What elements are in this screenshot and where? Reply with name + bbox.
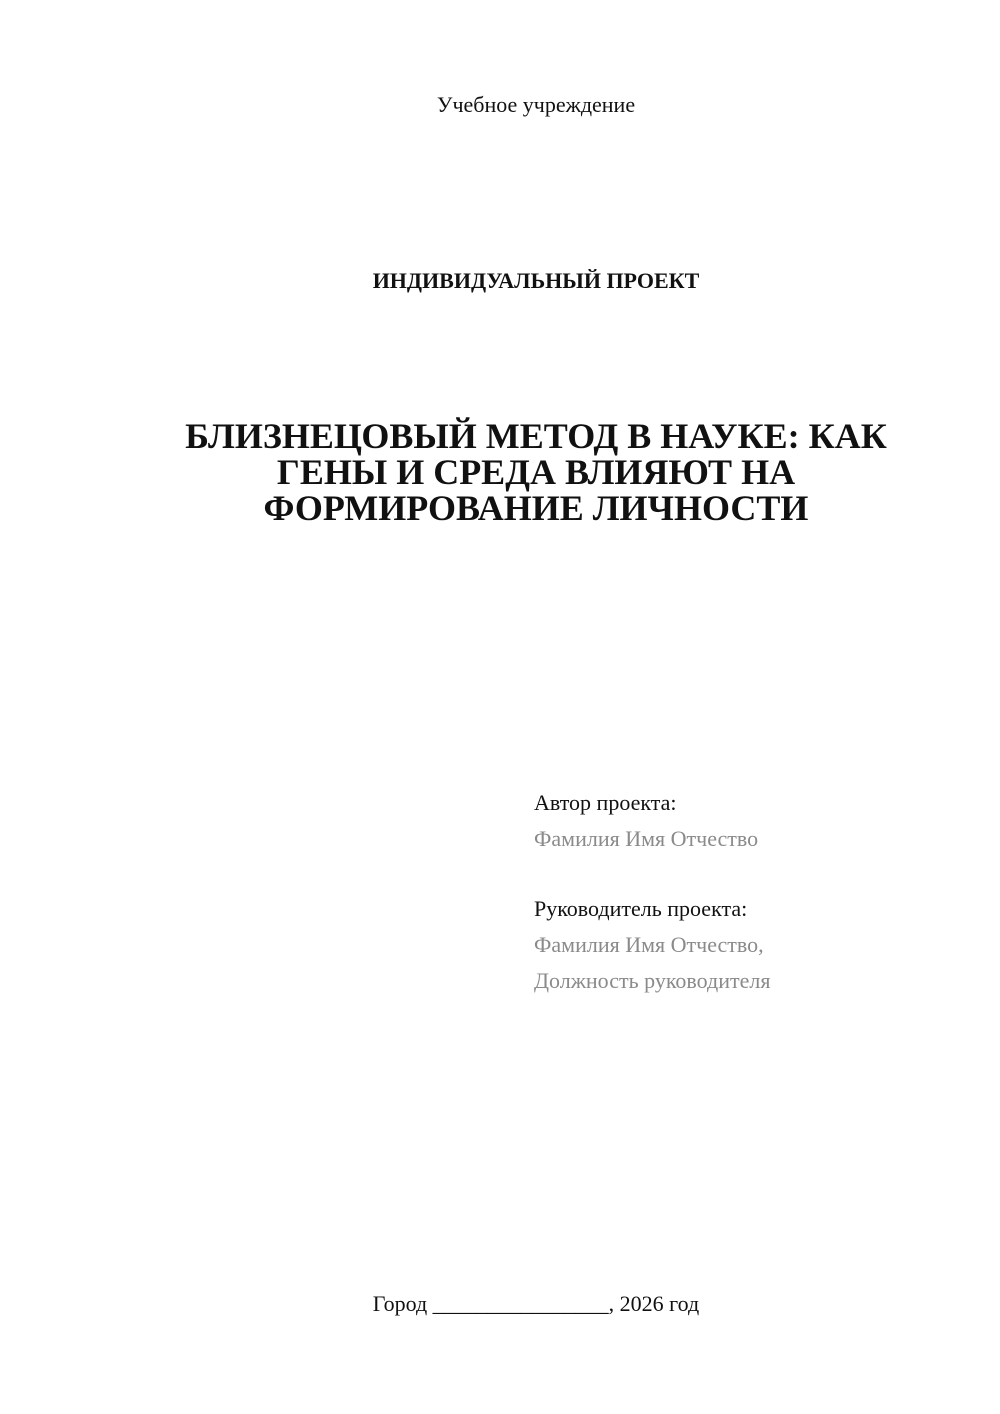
project-title-line: ГЕНЫ И СРЕДА ВЛИЯЮТ НА bbox=[276, 452, 796, 492]
author-block bbox=[534, 785, 758, 857]
author-name: Фамилия Имя Отчество bbox=[534, 826, 759, 851]
project-type-heading: ИНДИВИДУАЛЬНЫЙ ПРОЕКТ bbox=[372, 268, 700, 293]
institution-name: Учебное учреждение bbox=[436, 92, 636, 117]
supervisor-label: Руководитель проекта: bbox=[534, 896, 748, 921]
project-title bbox=[140, 418, 932, 526]
supervisor-block bbox=[534, 891, 770, 999]
project-title-line: ФОРМИРОВАНИЕ ЛИЧНОСТИ bbox=[263, 488, 809, 528]
supervisor-name: Фамилия Имя Отчество, bbox=[534, 932, 764, 957]
city-year-footer: Город ________________, 2026 год bbox=[372, 1291, 700, 1316]
supervisor-position: Должность руководителя bbox=[534, 968, 771, 993]
project-title-line: БЛИЗНЕЦОВЫЙ МЕТОД В НАУКЕ: КАК bbox=[185, 416, 887, 456]
author-label: Автор проекта: bbox=[534, 790, 677, 815]
